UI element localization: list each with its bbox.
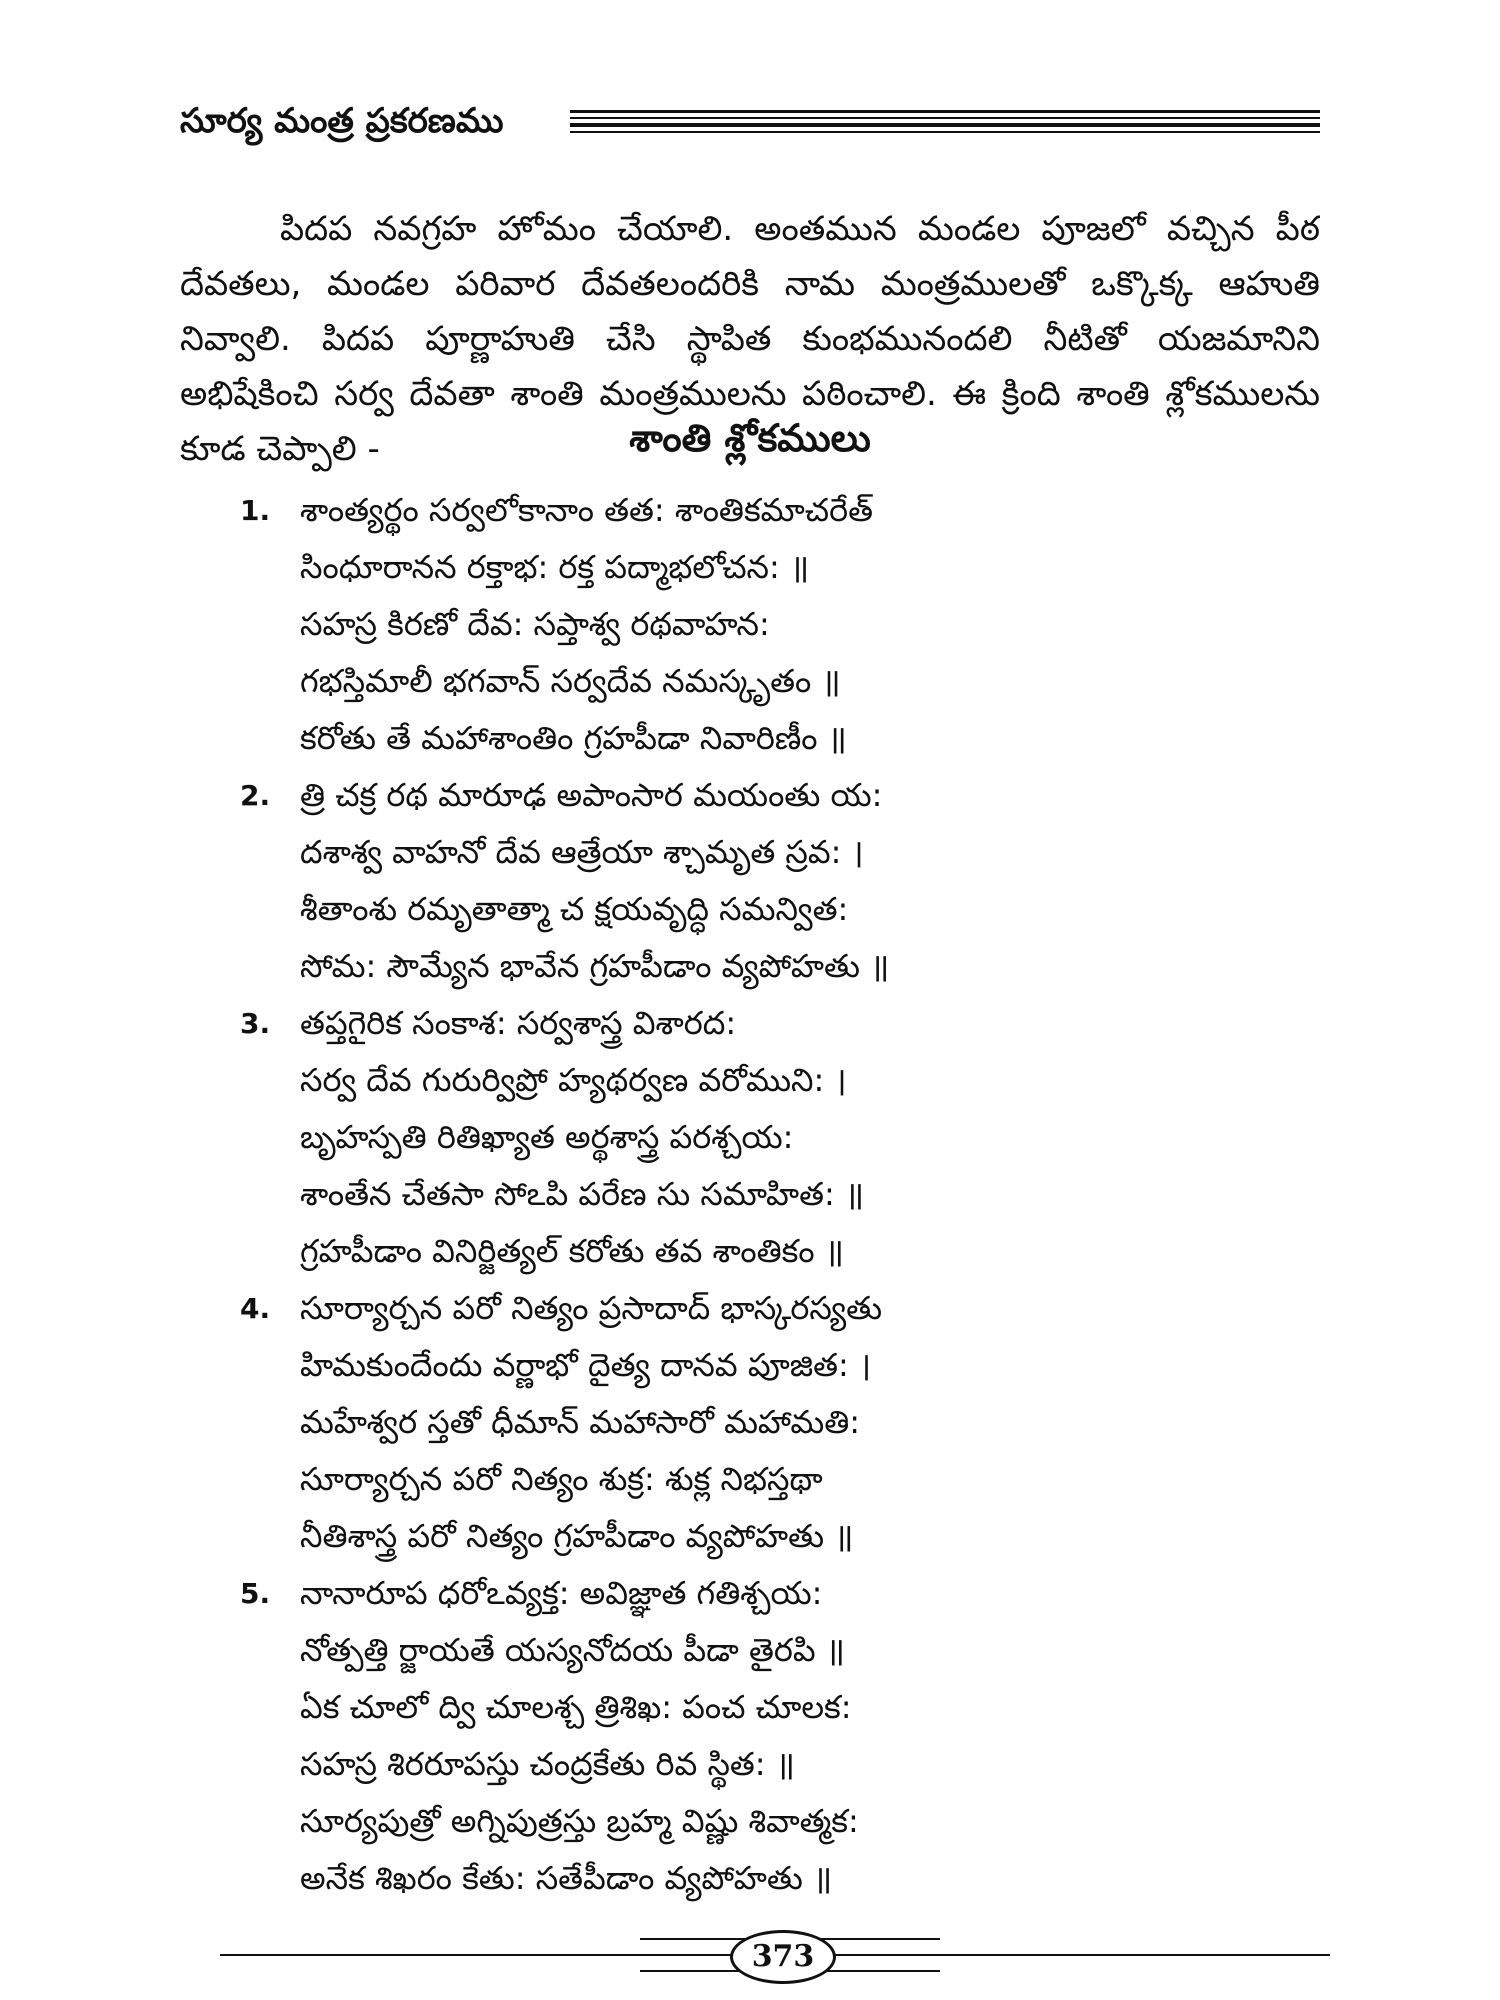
verse-line: సూర్యార్చన పరో నిత్యం శుక్ర: శుక్ల నిభస్తథా	[300, 1460, 823, 1498]
verse-block	[240, 767, 1320, 995]
verse-line: శీతాంశు రమృతాత్మా చ క్షయవృద్ధి సమన్విత:	[300, 890, 849, 928]
verse-line: హిమకుందేందు వర్ణాభో దైత్య దానవ పూజిత: ।	[300, 1346, 872, 1384]
verse-number: 3.	[240, 1007, 271, 1040]
verse-line: శాంత్యర్థం సర్వలోకానాం తత: శాంతికమాచరేత్	[300, 491, 873, 529]
verse-list	[240, 482, 1320, 1907]
header-rule	[570, 117, 1320, 119]
verse-line: సహస్ర కిరణో దేవ: సప్తాశ్వ రథవాహన:	[300, 605, 770, 643]
verse-line: గ్రహపీడాం వినిర్జిత్యల్ కరోతు తవ శాంతికం ॥	[300, 1232, 844, 1270]
header-rule	[570, 131, 1320, 133]
verse-line: నానారూప ధరోఽవ్యక్త: అవిజ్ఞాత గతిశ్చయ:	[300, 1574, 823, 1612]
verse-line: శాంతేన చేతసా సోఽపి పరేణ సు సమాహిత: ॥	[300, 1175, 865, 1213]
verse-line: కరోతు తే మహాశాంతిం గ్రహపీడా నివారిణీం ॥	[300, 719, 847, 757]
header-rule	[570, 110, 1320, 113]
verse-line: తప్తగైరిక సంకాశ: సర్వశాస్త్ర విశారద:	[300, 1004, 737, 1042]
verse-line: సర్వ దేవ గురుర్విప్రో హ్యథర్వణ వరోముని: ।	[300, 1061, 847, 1099]
verse-line: త్రి చక్ర రథ మారూఢ అపాంసార మయంతు య:	[300, 776, 883, 814]
page-footer	[220, 1930, 1330, 1980]
chapter-title: సూర్య మంత్ర ప్రకరణము	[180, 101, 504, 141]
verse-line: అనేక శిఖరం కేతు: సతేపీడాం వ్యపోహతు ॥	[300, 1859, 833, 1897]
verse-line: నోత్పత్తి ర్జాయతే యస్యనోదయ పీడా తైరపి ॥	[300, 1631, 845, 1669]
header-rule-lines	[570, 110, 1320, 134]
verse-block	[240, 482, 1320, 767]
verse-line: సూర్యార్చన పరో నిత్యం ప్రసాదాద్ భాస్కరస్యతు	[300, 1289, 883, 1327]
verse-line: సహస్ర శిరరూపస్తు చంద్రకేతు రివ స్థిత: ॥	[300, 1745, 795, 1783]
verse-line: సింధూరానన రక్తాభ: రక్త పద్మాభలోచన: ॥	[300, 548, 810, 586]
verse-line: ఏక చూలో ద్వి చూలశ్చ త్రిశిఖ: పంచ చూలక:	[300, 1688, 852, 1726]
section-heading: శాంతి శ్లోకములు	[629, 416, 871, 460]
verse-block	[240, 1280, 1320, 1565]
page-number: 373	[730, 1930, 836, 1984]
verse-line: దశాశ్వ వాహనో దేవ ఆత్రేయా శ్చామృత స్రవ: ।	[300, 833, 864, 871]
verse-line: సోమ: సౌమ్యేన భావేన గ్రహపీడాం వ్యపోహతు ॥	[300, 947, 890, 985]
verse-line: బృహస్పతి రితిఖ్యాత అర్థశాస్త్ర పరశ్చయ:	[300, 1118, 794, 1156]
page-header	[180, 96, 1320, 146]
verse-number: 2.	[240, 779, 271, 812]
intro-paragraph: పిదప నవగ్రహ హోమం చేయాలి. అంతమున మండల పూజలో వచ్చిన పీఠ దేవతలు, మండల పరివార దేవతలందరికి నామ మంత్రములతో ఒక్కొక్క ఆహుతి నివ్వాలి. పిదప పూర్ణాహుతి చేసి స్థాపిత కుంభమునందలి నీటితో యజమానిని అభిషేకించి సర్వ దేవతా శాంతి మంత్రములను పఠించాలి. ఈ క్రింది శాంతి శ్లోకములను కూడ చెప్పాలి -	[180, 209, 1320, 469]
verse-number: 4.	[240, 1292, 271, 1325]
verse-line: మహేశ్వర స్తతో ధీమాన్ మహాసారో మహామతి:	[300, 1403, 861, 1441]
verse-line: సూర్యపుత్రో అగ్నిపుత్రస్తు బ్రహ్మ విష్ణు శివాత్మక:	[300, 1802, 859, 1840]
verse-line: నీతిశాస్త్ర పరో నిత్యం గ్రహపీడాం వ్యపోహతు ॥	[300, 1517, 854, 1555]
verse-block	[240, 995, 1320, 1280]
verse-number: 1.	[240, 494, 271, 527]
verse-block	[240, 1565, 1320, 1907]
verse-line: గభస్తిమాలీ భగవాన్ సర్వదేవ నమస్కృతం ॥	[300, 662, 841, 700]
header-rule	[570, 123, 1320, 127]
verse-number: 5.	[240, 1577, 271, 1610]
